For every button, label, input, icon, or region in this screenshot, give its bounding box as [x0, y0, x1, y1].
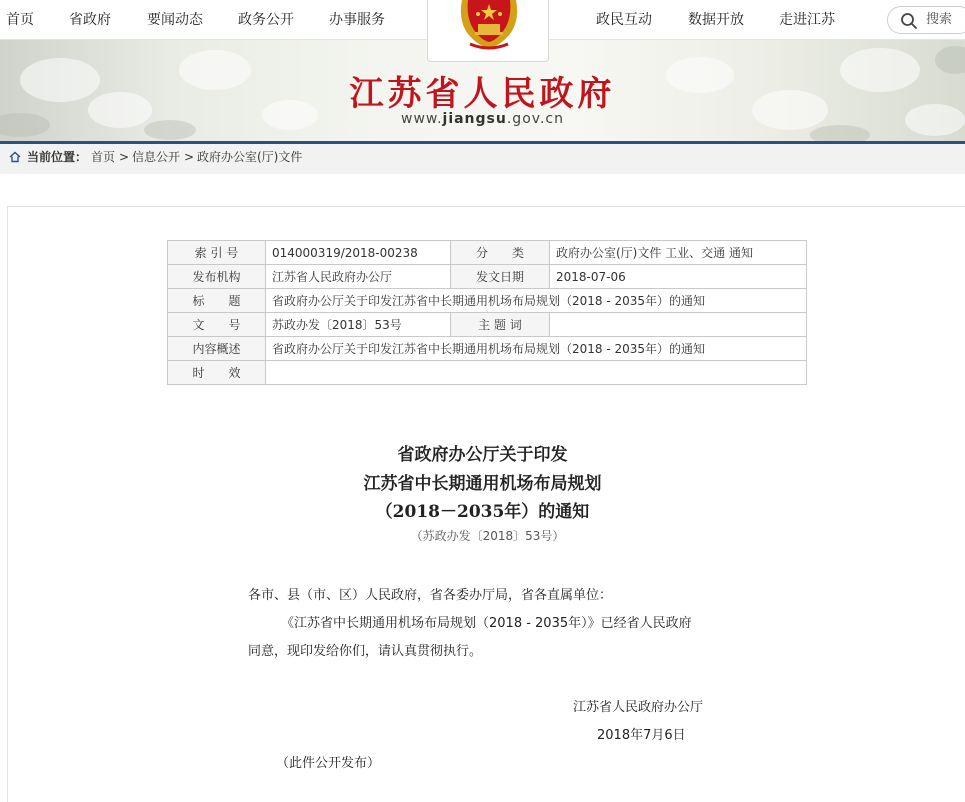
table-row	[168, 241, 807, 265]
nav-interaction[interactable]: 政民互动	[596, 12, 652, 28]
nav-home[interactable]: 首页	[6, 12, 34, 28]
meta-category-label: 分 类	[451, 241, 550, 265]
meta-category-value[interactable]: 政府办公室(厅)文件 工业、交通 通知	[550, 241, 807, 265]
meta-index-label: 索 引 号	[168, 241, 266, 265]
site-url: www.jiangsu.gov.cn	[401, 111, 564, 127]
nav-about-jiangsu[interactable]: 走进江苏	[779, 12, 835, 28]
nav-services[interactable]: 办事服务	[329, 12, 385, 28]
table-row	[168, 337, 807, 361]
breadcrumb-separator: >	[119, 150, 130, 164]
national-emblem-icon	[456, 0, 522, 50]
breadcrumb-home[interactable]: 首页	[91, 150, 116, 164]
document-body-line-2: 同意，现印发给你们，请认真贯彻执行。	[248, 644, 483, 659]
breadcrumb-info-public[interactable]: 信息公开	[132, 150, 181, 164]
table-row	[168, 289, 807, 313]
meta-date-label: 发文日期	[451, 265, 550, 289]
meta-date-value: 2018-07-06	[550, 265, 807, 289]
meta-publisher-value: 江苏省人民政府办公厅	[266, 265, 451, 289]
document-signature: 江苏省人民政府办公厅	[573, 700, 704, 715]
meta-docno-value: 苏政办发〔2018〕53号	[266, 313, 451, 337]
meta-summary-label: 内容概述	[168, 337, 266, 361]
search-label: 搜索	[926, 12, 953, 27]
meta-summary-value: 省政府办公厅关于印发江苏省中长期通用机场布局规划（2018 - 2035年）的通知	[266, 337, 807, 361]
breadcrumb-current[interactable]: 政府办公室(厅)文件	[197, 150, 303, 164]
meta-publisher-label: 发布机构	[168, 265, 266, 289]
meta-subject-value	[550, 313, 807, 337]
table-row	[168, 361, 807, 385]
meta-title-value: 省政府办公厅关于印发江苏省中长期通用机场布局规划（2018 - 2035年）的通知	[266, 289, 807, 313]
meta-index-value: 014000319/2018-00238	[266, 241, 451, 265]
document-number: （苏政办发〔2018〕53号）	[410, 529, 565, 543]
table-row	[168, 265, 807, 289]
document-public-note: （此件公开发布）	[276, 756, 381, 771]
document-salutation: 各市、县（市、区）人民政府，省各委办厅局，省各直属单位：	[248, 588, 613, 603]
nav-news[interactable]: 要闻动态	[147, 12, 203, 28]
site-title: 江苏省人民政府	[349, 74, 616, 114]
document-title-line-3: （2018－2035年）的通知	[375, 502, 590, 522]
home-icon	[9, 151, 21, 163]
meta-title-label: 标 题	[168, 289, 266, 313]
search-button[interactable]	[887, 6, 965, 34]
meta-validity-value	[266, 361, 807, 385]
nav-province-gov[interactable]: 省政府	[69, 12, 111, 28]
nav-gov-affairs[interactable]: 政务公开	[238, 12, 294, 28]
nav-open-data[interactable]: 数据开放	[688, 12, 744, 28]
table-row	[168, 313, 807, 337]
document-body-line-1: 《江苏省中长期通用机场布局规划（2018 - 2035年）》已经省人民政府	[281, 616, 692, 631]
breadcrumb-separator: >	[184, 150, 195, 164]
meta-subject-label: 主 题 词	[451, 313, 550, 337]
document-meta-table	[167, 240, 807, 385]
document-sign-date: 2018年7月6日	[597, 728, 686, 743]
emblem-tab[interactable]	[427, 0, 549, 62]
document-title-line-2: 江苏省中长期通用机场布局规划	[363, 474, 602, 494]
meta-validity-label: 时 效	[168, 361, 266, 385]
breadcrumb-label: 当前位置：	[27, 150, 88, 164]
meta-docno-label: 文 号	[168, 313, 266, 337]
search-icon	[900, 12, 918, 30]
document-title-line-1: 省政府办公厅关于印发	[397, 445, 568, 465]
breadcrumb	[0, 144, 965, 174]
